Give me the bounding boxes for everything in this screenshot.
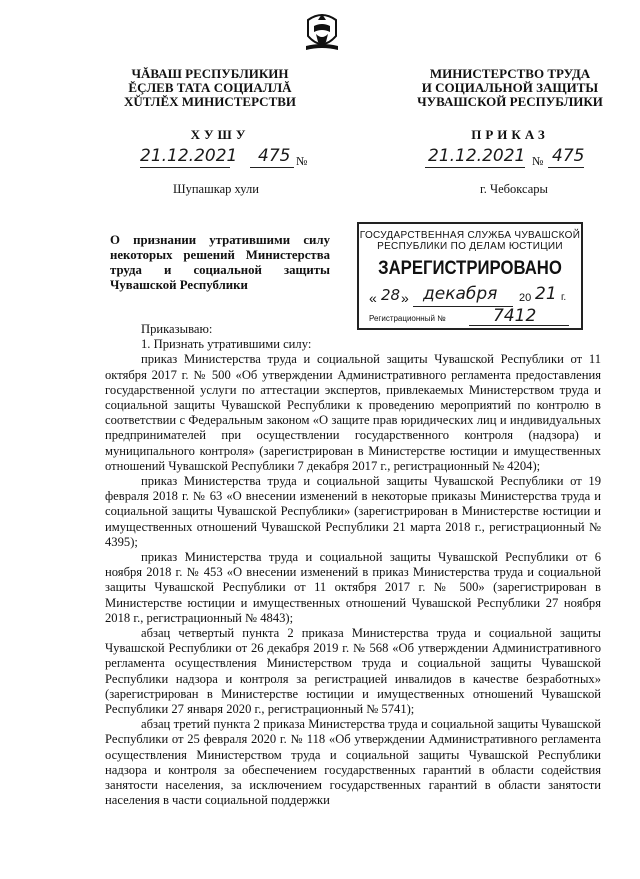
header-left-line-2: ĔÇЛЕВ ТАТА СОЦИАЛЛĂ — [128, 80, 292, 95]
stamp-year-unit: г. — [561, 292, 567, 303]
stamp-org-line-2: РЕСПУБЛИКИ ПО ДЕЛАМ ЮСТИЦИИ — [377, 241, 563, 252]
left-date-handwritten: 21.12.2021 — [140, 146, 238, 166]
stamp-org-line-1: ГОСУДАРСТВЕННАЯ СЛУЖБА ЧУВАШСКОЙ — [359, 230, 581, 241]
header-left — [110, 67, 310, 109]
stamp-day-handwritten: 28 — [381, 286, 401, 304]
registration-stamp — [357, 222, 583, 330]
body-paragraph-3: приказ Министерства труда и социальной защиты Чувашской Республики от 11 октября 2017 г. № 500 «Об утверждении Административного регламента предоставления государственной услуги по аттестации экспертов, привлекаемых Министерством труда и социальной защиты Чувашской Республики к проведению мероприятий по контролю в соответствии с Федеральным законом «О защите прав юридических лиц и индивидуальных предпринимателей при осуществлении государственного контроля (надзора) и муниципального контроля» (зарегистрирован в Министерстве юстиции и имущественных отношений Чувашской Республики 7 декабря 2017 г., регистрационный № 4204); — [105, 352, 601, 473]
stamp-quote-open: « — [369, 290, 377, 306]
stamp-reg-number-handwritten: 7412 — [493, 306, 537, 326]
right-number-sign: № — [532, 154, 544, 168]
stamp-month-handwritten: декабря — [423, 284, 498, 304]
body-paragraph-2: 1. Признать утратившими силу: — [141, 337, 312, 352]
order-word-chuvash: ХУШУ — [190, 127, 250, 142]
right-number-handwritten: 475 — [552, 146, 585, 166]
left-number-handwritten: 475 — [258, 146, 291, 166]
stamp-organization — [359, 230, 581, 252]
header-right — [415, 67, 605, 109]
city-chuvash: Шупашкар хули — [173, 182, 259, 196]
right-date-underline — [425, 167, 525, 168]
body-paragraph-7: абзац третий пункта 2 приказа Министерства труда и социальной защиты Чувашской Республики от 25 февраля 2020 г. № 118 «Об утверждении Административного регламента осуществления Министерством труда и социальной защиты Чувашской Республики надзора и контроля за обеспечением государственных гарантий в области содействия занятости населения, за исключением государственных гарантий в области занятости населения в части социальной поддержки — [105, 717, 601, 808]
stamp-quote-close: » — [401, 290, 409, 306]
stamp-year-prefix: 20 — [519, 292, 532, 304]
left-number-sign: № — [296, 154, 308, 168]
document-body — [105, 322, 601, 809]
stamp-registered-label: ЗАРЕГИСТРИРОВАНО — [378, 258, 562, 279]
stamp-year-handwritten: 21 — [535, 284, 557, 304]
body-paragraph-1: Приказываю: — [141, 322, 213, 336]
header-right-line-1: МИНИСТЕРСТВО ТРУДА — [429, 66, 591, 81]
body-paragraph-5: приказ Министерства труда и социальной защиты Чувашской Республики от 6 ноября 2018 г. № 453 «О внесении изменений в приказ Министерства труда и социальной защиты Чувашской Республики от 11 октября 2017 г. № 500» (зарегистрирован в Министерстве юстиции и имущественных отношений Чувашской Республики 27 ноября 2018 г., регистрационный № 4843); — [105, 550, 601, 625]
body-paragraph-4: приказ Министерства труда и социальной защиты Чувашской Республики от 19 февраля 2018 г. № 63 «О внесении изменений в некоторые приказы Министерства труда и социальной защиты Чувашской Республики» (зарегистрирован в Министерстве юстиции и имущественных отношений Чувашской Республики 21 марта 2018 г., регистрационный № 4395); — [105, 474, 601, 549]
left-date-underline — [140, 167, 230, 168]
city-russian: г. Чебоксары — [480, 182, 548, 196]
coat-of-arms-emblem — [304, 6, 340, 54]
body-paragraph-6: абзац четвертый пункта 2 приказа Министерства труда и социальной защиты Чувашской Республики от 26 декабря 2019 г. № 568 «Об утверждении Административного регламента осуществления Министерством труда и социальной защиты Чувашской Республики надзора и контроля за регистрацией инвалидов в качестве безработных» (зарегистрирован в Министерстве юстиции и имущественных отношений Чувашской Республики 27 января 2020 г., регистрационный № 5741); — [105, 626, 601, 717]
header-right-line-3: ЧУВАШСКОЙ РЕСПУБЛИКИ — [417, 94, 603, 109]
document-title: О признании утратившими силу некоторых решений Министерства труда и социальной защиты Чувашской Республики — [110, 233, 330, 292]
order-word-russian: ПРИКАЗ — [471, 127, 549, 142]
left-number-underline — [250, 167, 294, 168]
stamp-reg-label: Регистрационный № — [369, 314, 446, 323]
header-left-line-3: ХŬТЛĔХ МИНИСТЕРСТВИ — [123, 94, 297, 109]
right-date-handwritten: 21.12.2021 — [428, 146, 526, 166]
header-right-line-2: И СОЦИАЛЬНОЙ ЗАЩИТЫ — [421, 80, 599, 95]
header-left-line-1: ЧĂВАШ РЕСПУБЛИКИН — [131, 66, 289, 81]
right-number-underline — [548, 167, 584, 168]
